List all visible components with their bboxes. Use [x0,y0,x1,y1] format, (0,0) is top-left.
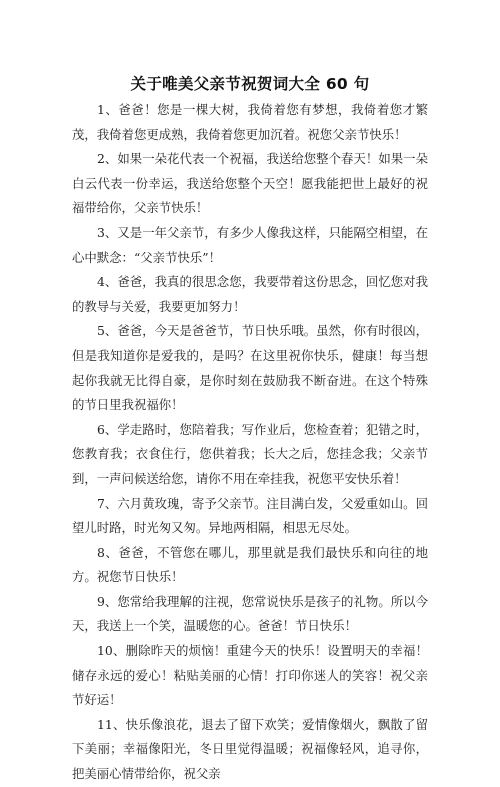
paragraph: 4、爸爸，我真的很思念您，我要带着这份思念，回忆您对我的教导与关爱，我要更加努力！ [72,274,428,314]
paragraph: 11、快乐像浪花，退去了留下欢笑；爱情像烟火，飘散了留下美丽；幸福像阳光，冬日里觉得温暖；祝福像轻风，追寻你，把美丽心情带给你，祝父亲 [72,716,428,782]
paragraph: 10、删除昨天的烦恼！重建今天的快乐！设置明天的幸福！储存永远的爱心！粘贴美丽的心情！打印你迷人的笑容！祝父亲节好运！ [72,643,428,708]
paragraph: 3、又是一年父亲节，有多少人像我这样，只能隔空相望，在心中默念：“父亲节快乐”！ [72,224,428,265]
paragraph: 7、六月黄玫瑰，寄予父亲节。注目满白发，父爱重如山。回望儿时路，时光匆又匆。异地两相隔，相思无尽处。 [72,495,428,536]
paragraph: 2、如果一朵花代表一个祝福，我送给您整个春天！如果一朵白云代表一份幸运，我送给您整个天空！愿我能把世上最好的祝福带给你，父亲节快乐！ [72,151,428,216]
paragraph: 5、爸爸，今天是爸爸节，节日快乐哦。虽然，你有时很凶，但是我知道你是爱我的，是吗？在这里祝你快乐，健康！每当想起你我就无比得自豪，是你时刻在鼓励我不断奋进。在这个特殊的节日里我祝福你！ [72,323,428,413]
document-title: 关于唯美父亲节祝贺词大全 60 句 [130,75,370,93]
document-body [72,98,428,787]
paragraph: 9、您常给我理解的注视，您常说快乐是孩子的礼物。所以今天，我送上一个笑，温暖您的心。爸爸！节日快乐！ [72,593,428,634]
paragraph: 1、爸爸！您是一棵大树，我倚着您有梦想，我倚着您才繁茂，我倚着您更成熟，我倚着您更加沉着。祝您父亲节快乐！ [72,102,428,142]
paragraph: 8、爸爸，不管您在哪儿，那里就是我们最快乐和向往的地方。祝您节日快乐！ [72,544,428,585]
paragraph: 6、学走路时，您陪着我；写作业后，您检查着；犯错之时，您教育我；衣食住行，您供着我；长大之后，您挂念我；父亲节到，一声问候送给您，请你不用在牵挂我，祝您平安快乐着！ [72,421,428,486]
